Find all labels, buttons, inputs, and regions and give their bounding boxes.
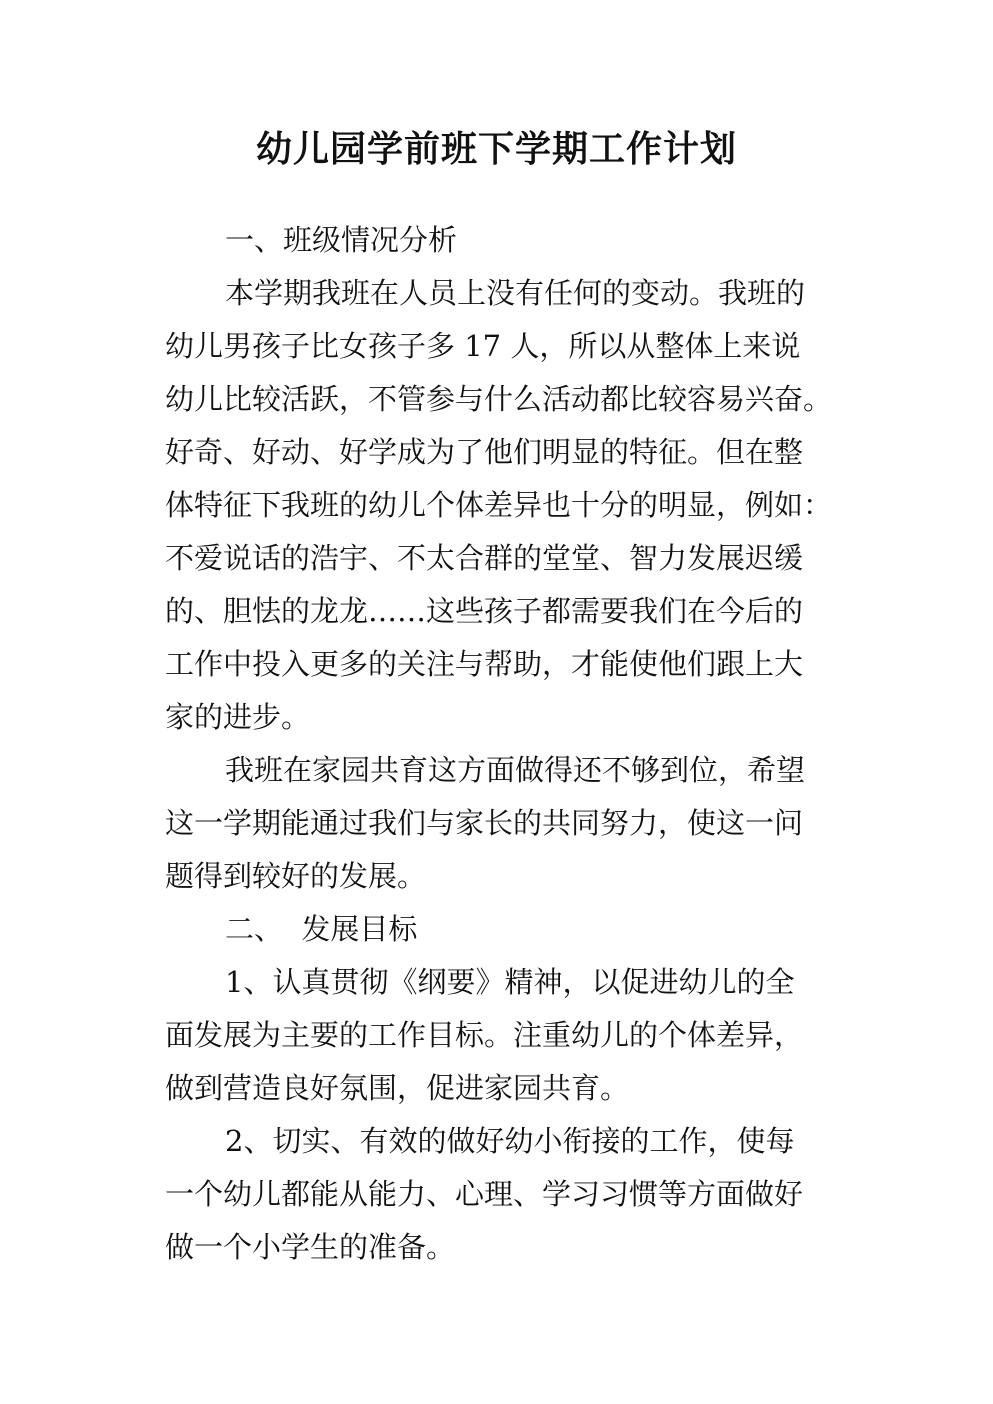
paragraph-line: 1、认真贯彻《纲要》精神，以促进幼儿的全	[225, 965, 795, 999]
paragraph-line: 好奇、好动、好学成为了他们明显的特征。但在整	[165, 435, 804, 469]
paragraph-line: 家的进步。	[165, 700, 311, 734]
paragraph-line: 幼儿男孩子比女孩子多 17 人，所以从整体上来说	[165, 329, 801, 363]
paragraph-line: 2、切实、有效的做好幼小衔接的工作，使每	[225, 1124, 795, 1158]
paragraph-line: 幼儿比较活跃，不管参与什么活动都比较容易兴奋。	[165, 382, 833, 416]
section-heading: 二、 发展目标	[225, 912, 418, 946]
paragraph-line: 工作中投入更多的关注与帮助，才能使他们跟上大	[165, 647, 804, 681]
paragraph-line: 题得到较好的发展。	[165, 859, 427, 893]
paragraph-line: 的、胆怯的龙龙……这些孩子都需要我们在今后的	[165, 594, 804, 628]
paragraph-line: 我班在家园共育这方面做得还不够到位，希望	[225, 753, 806, 787]
document-title: 幼儿园学前班下学期工作计划	[255, 129, 737, 170]
paragraph-line: 面发展为主要的工作目标。注重幼儿的个体差异，	[165, 1018, 804, 1052]
paragraph-line: 做到营造良好氛围，促进家园共育。	[165, 1071, 630, 1105]
paragraph-line: 本学期我班在人员上没有任何的变动。我班的	[225, 276, 806, 310]
paragraph-line: 做一个小学生的准备。	[165, 1230, 456, 1264]
paragraph-line: 一个幼儿都能从能力、心理、学习习惯等方面做好	[165, 1177, 804, 1211]
section-heading: 一、班级情况分析	[225, 223, 458, 257]
paragraph-line: 不爱说话的浩宇、不太合群的堂堂、智力发展迟缓	[165, 541, 804, 575]
document-body	[165, 214, 835, 1274]
paragraph-line: 这一学期能通过我们与家长的共同努力，使这一问	[165, 806, 804, 840]
paragraph-line: 体特征下我班的幼儿个体差异也十分的明显，例如：	[165, 488, 833, 522]
